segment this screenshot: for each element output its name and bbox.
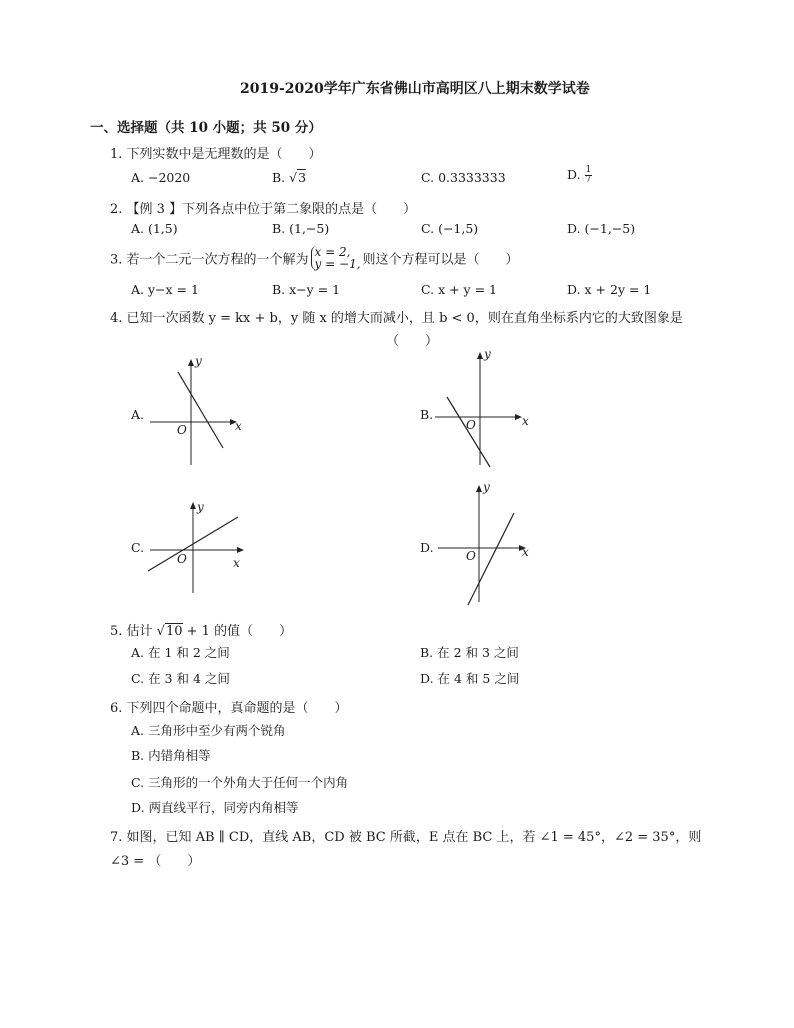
q2-option-d: D. (−1,−5) [567, 221, 636, 236]
q6-option-d: D. 两直线平行，同旁内角相等 [131, 800, 299, 815]
y-axis-label: y [484, 347, 491, 361]
q6-option-b: B. 内错角相等 [131, 748, 211, 763]
q4-option-c-label: C. [131, 540, 145, 555]
question-3-stem: 3. 若一个二元一次方程的一个解为 x = 2, y = −1, 则这个方程可以是（ ） [110, 245, 519, 271]
origin-label: O [466, 549, 476, 563]
x-axis-label: x [233, 556, 240, 570]
q5-option-c: C. 在 3 和 4 之间 [131, 671, 230, 686]
question-4-paren: （ ） [386, 334, 439, 349]
x-axis-label: x [522, 545, 529, 559]
q4-option-b-label: B. [420, 407, 434, 422]
q2-option-c: C. (−1,5) [421, 221, 479, 236]
origin-label: O [177, 552, 187, 566]
q4-graph-a [145, 352, 255, 472]
origin-label: O [466, 418, 476, 432]
q4-option-d-label: D. [420, 540, 434, 555]
q4-graph-b [430, 347, 540, 472]
y-axis-label: y [197, 500, 204, 514]
q5-option-d: D. 在 4 和 5 之间 [420, 671, 520, 686]
q2-option-a: A. (1,5) [131, 221, 178, 236]
q5-option-b: B. 在 2 和 3 之间 [420, 645, 519, 660]
q3-option-b: B. x−y = 1 [272, 282, 341, 297]
q3-option-a: A. y−x = 1 [131, 282, 199, 297]
q3-option-c: C. x + y = 1 [421, 282, 497, 297]
q1-option-d: D. $\frac{1}{7}$ [567, 165, 592, 185]
q4-option-a-label: A. [131, 407, 145, 422]
q2-option-b: B. (1,−5) [272, 221, 330, 236]
question-7-stem-line2: ∠3 = （ ） [110, 854, 201, 869]
y-axis-label: y [195, 354, 202, 368]
page-title: 2019-2020学年广东省佛山市高明区八上期末数学试卷 [240, 81, 590, 97]
question-5-stem: 5. 估计 √10 + 1 的值（ ） [110, 624, 293, 639]
question-6-stem: 6. 下列四个命题中，真命题的是（ ） [110, 701, 348, 716]
question-4-stem: 4. 已知一次函数 y = kx + b，y 随 x 的增大而减小，且 b < 0，则在直角坐标系内它的大致图象是 [110, 311, 683, 326]
q6-option-a: A. 三角形中至少有两个锐角 [131, 723, 286, 738]
question-7-stem-line1: 7. 如图，已知 AB ∥ CD，直线 AB，CD 被 BC 所截，E 点在 BC 上，若 ∠1 = 45°，∠2 = 35°，则 [110, 830, 702, 845]
y-axis-label: y [483, 480, 490, 494]
q1-option-b: B. √3 [272, 170, 307, 185]
question-2-stem: 2. 【例 3 】下列各点中位于第二象限的点是（ ） [110, 202, 417, 217]
question-1-stem: 1. 下列实数中是无理数的是（ ） [110, 147, 322, 162]
x-axis-label: x [235, 419, 242, 433]
q4-graph-d [430, 480, 540, 610]
q4-graph-c [145, 495, 255, 600]
q6-option-c: C. 三角形的一个外角大于任何一个内角 [131, 775, 349, 790]
equation-system: x = 2, y = −1, [311, 246, 361, 270]
q1-option-c: C. 0.3333333 [421, 170, 506, 185]
q3-option-d: D. x + 2y = 1 [567, 282, 652, 297]
x-axis-label: x [522, 414, 529, 428]
q1-option-a: A. −2020 [131, 170, 191, 185]
origin-label: O [177, 423, 187, 437]
q5-option-a: A. 在 1 和 2 之间 [131, 645, 230, 660]
section-header: 一、选择题（共 10 小题；共 50 分） [90, 120, 322, 136]
